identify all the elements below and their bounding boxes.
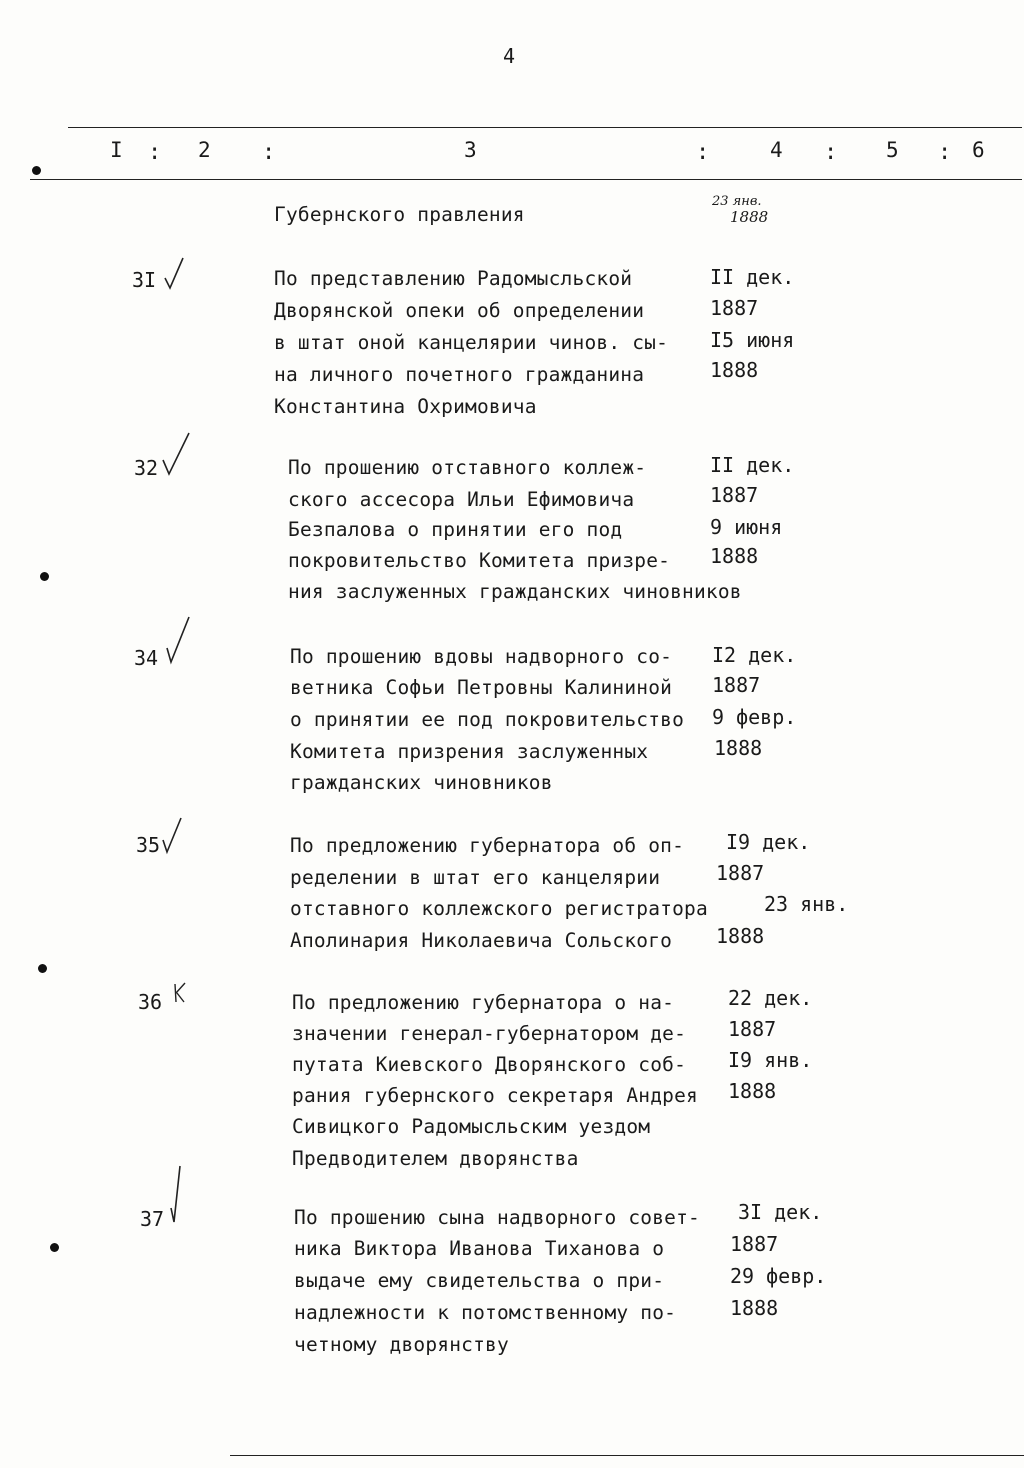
entry-text-line: По представлению Радомысльской — [274, 267, 633, 290]
entry-text-line: покровительство Комитета призре- — [288, 549, 671, 572]
entry-end-year: 1888 — [716, 924, 765, 948]
entry-start-year: 1887 — [728, 1017, 777, 1041]
entry-text-line: рания губернского секретаря Андрея — [292, 1084, 698, 1107]
entry-text-line: Комитета призрения заслуженных — [290, 740, 649, 763]
entry-end-date: 29 февр. — [730, 1264, 827, 1288]
entry-text-line: ника Виктора Иванова Тиханова о — [294, 1237, 665, 1260]
entry-text-line: четному дворянству — [294, 1333, 509, 1356]
entry-text-line: надлежности к потомственному по- — [294, 1301, 677, 1324]
entry-end-year: 1888 — [710, 544, 759, 568]
header-top-rule — [68, 127, 1022, 128]
punch-hole-dot — [38, 964, 47, 973]
entry-number: 36 — [138, 990, 163, 1014]
entry-text-line: По предложению губернатора о на- — [292, 991, 675, 1014]
entry-end-date: I5 июня — [710, 328, 795, 352]
footer-rule — [230, 1455, 1024, 1456]
page-number: 4 — [503, 44, 516, 68]
checkmark-icon — [160, 430, 192, 478]
column-6-header: 6 — [972, 138, 985, 162]
checkmark-icon — [164, 614, 192, 666]
entry-end-year: 1888 — [714, 736, 763, 760]
entry-text-line: По прошению сына надворного совет- — [294, 1206, 700, 1229]
handwritten-date: 23 янв. — [712, 194, 762, 209]
entry-start-date: II дек. — [710, 265, 795, 289]
punch-hole-dot — [40, 572, 49, 581]
entry-text-line: в штат оной канцелярии чинов. сы- — [274, 331, 669, 354]
entry-start-year: 1887 — [710, 483, 759, 507]
entry-start-year: 1887 — [730, 1232, 779, 1256]
entry-text-line: ния заслуженных гражданских чиновников — [288, 580, 742, 603]
entry-text-line: По прошению отставного коллеж- — [288, 456, 647, 479]
entry-number: 34 — [134, 646, 159, 670]
column-separator: : — [148, 140, 162, 165]
entry-text-line: отставного коллежского регистратора — [290, 897, 708, 920]
entry-text-line: на личного почетного гражданина — [274, 363, 645, 386]
entry-text-line: о принятии ее под покровительство — [290, 708, 685, 731]
checkmark-icon — [162, 256, 186, 292]
entry-text-line: Константина Охримовича — [274, 395, 537, 418]
continuation-text: Губернского правления — [274, 203, 525, 226]
column-separator: : — [262, 140, 276, 165]
entry-text-line: ского ассесора Ильи Ефимовича — [288, 488, 635, 511]
punch-hole-dot — [32, 166, 41, 175]
entry-end-year: 1888 — [728, 1079, 777, 1103]
punch-hole-dot — [50, 1243, 59, 1252]
column-separator: : — [824, 140, 838, 165]
checkmark-icon — [172, 980, 188, 1006]
entry-end-year: 1888 — [730, 1296, 779, 1320]
entry-end-year: 1888 — [710, 358, 759, 382]
column-1-header: I — [110, 138, 123, 162]
column-separator: : — [938, 140, 952, 165]
checkmark-icon — [168, 1164, 186, 1226]
entry-text-line: гражданских чиновников — [290, 771, 553, 794]
entry-text-line: ветника Софьи Петровны Калининой — [290, 676, 673, 699]
entry-end-date: 23 янв. — [764, 892, 849, 916]
handwritten-year: 1888 — [730, 208, 769, 226]
checkmark-icon — [160, 816, 184, 856]
entry-number: 32 — [134, 456, 159, 480]
entry-end-date: 9 февр. — [712, 705, 797, 729]
entry-text-line: Предводителем дворянства — [292, 1147, 579, 1170]
entry-start-year: 1887 — [716, 861, 765, 885]
entry-start-date: I2 дек. — [712, 643, 797, 667]
column-5-header: 5 — [886, 138, 899, 162]
entry-text-line: Безпалова о принятии его под — [288, 518, 623, 541]
entry-text-line: Дворянской опеки об определении — [274, 299, 645, 322]
column-4-header: 4 — [770, 138, 783, 162]
entry-start-date: II дек. — [710, 453, 795, 477]
header-bottom-rule — [30, 179, 1022, 180]
entry-start-year: 1887 — [710, 296, 759, 320]
entry-text-line: выдаче ему свидетельства о при- — [294, 1269, 665, 1292]
entry-end-date: I9 янв. — [728, 1048, 813, 1072]
entry-end-date: 9 июня — [710, 515, 783, 539]
entry-start-date: 3I дек. — [738, 1200, 823, 1224]
entry-number: 37 — [140, 1207, 165, 1231]
entry-number: 35 — [136, 833, 161, 857]
entry-start-date: I9 дек. — [726, 830, 811, 854]
column-2-header: 2 — [198, 138, 211, 162]
entry-text-line: По предложению губернатора об оп- — [290, 834, 685, 857]
entry-text-line: По прошению вдовы надворного со- — [290, 645, 673, 668]
entry-text-line: Аполинария Николаевича Сольского — [290, 929, 673, 952]
entry-text-line: значении генерал-губернатором де- — [292, 1022, 687, 1045]
entry-text-line: путата Киевского Дворянского соб- — [292, 1053, 687, 1076]
column-separator: : — [696, 140, 710, 165]
entry-text-line: ределении в штат его канцелярии — [290, 866, 661, 889]
entry-text-line: Сивицкого Радомысльским уездом — [292, 1115, 651, 1138]
entry-start-date: 22 дек. — [728, 986, 813, 1010]
column-3-header: 3 — [464, 138, 477, 162]
entry-start-year: 1887 — [712, 673, 761, 697]
entry-number: 3I — [132, 268, 157, 292]
